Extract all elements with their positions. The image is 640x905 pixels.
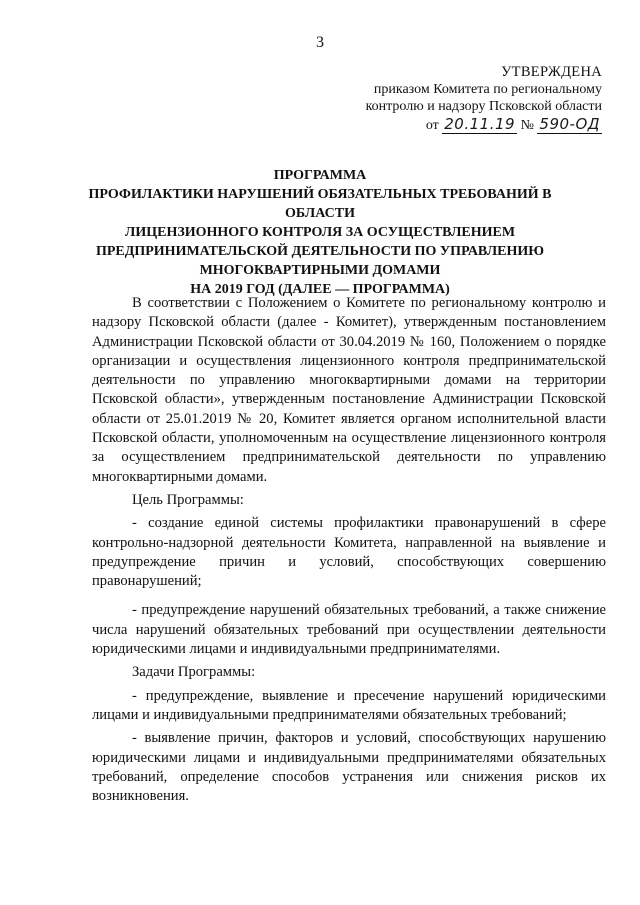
- approval-stamp: [366, 64, 602, 134]
- title-line-5: МНОГОКВАРТИРНЫМИ ДОМАМИ: [199, 263, 441, 278]
- intro-paragraph: В соответствии с Положением о Комитете по региональному контролю и надзору Псковской области (далее - Комитет), утвержденным постановлением Администрации Псковской области от 30.04.2019 № 160, Положением о порядке организации и осуществления лицензионного контроля предпринимательской деятельности по управлению многоквартирными домами на территории Псковской области», утвержденным постановление Администрации Псковской области от 25.01.2019 № 20, Комитет является органом исполнительной власти Псковской области, уполномоченным на осуществление лицензионного контроля за осуществлением предпринимательской деятельности по управлению многоквартирными домами.: [92, 295, 606, 485]
- approval-number-label: №: [520, 118, 534, 133]
- title-line-3: ЛИЦЕНЗИОННОГО КОНТРОЛЯ ЗА ОСУЩЕСТВЛЕНИЕМ: [124, 225, 516, 240]
- tasks-heading: Задачи Программы:: [132, 664, 256, 681]
- goal-heading: Цель Программы:: [132, 491, 244, 508]
- approval-heading: УТВЕРЖДЕНА: [501, 64, 602, 80]
- title-line-2: ПРОФИЛАКТИКИ НАРУШЕНИЙ ОБЯЗАТЕЛЬНЫХ ТРЕБОВАНИЙ В ОБЛАСТИ: [88, 187, 552, 221]
- document-title: [70, 166, 570, 299]
- title-line-6: НА 2019 ГОД (ДАЛЕЕ — ПРОГРАММА): [190, 282, 450, 297]
- task-item-1: - предупреждение, выявление и пресечение нарушений юридическими лицами и индивидуальными предпринимателями обязательных требований;: [92, 687, 606, 723]
- goal-item-1: - создание единой системы профилактики правонарушений в сфере контрольно-надзорной деятельности Комитета, направленной на выявление и предупреждение причин и условий, способствующих совершению правонарушений;: [92, 515, 606, 590]
- approval-date-prefix: от: [425, 118, 439, 133]
- title-line-4: ПРЕДПРИНИМАТЕЛЬСКОЙ ДЕЯТЕЛЬНОСТИ ПО УПРАВЛЕНИЮ: [95, 244, 545, 259]
- approval-date-line: [366, 116, 602, 134]
- approval-line-1: приказом Комитета по региональному: [373, 82, 602, 97]
- document-body: [92, 294, 606, 806]
- approval-line-2: контролю и надзору Псковской области: [365, 99, 602, 114]
- task-item-2: - выявление причин, факторов и условий, способствующих нарушению юридическими лицами и индивидуальными предпринимателями обязательных требований, определение способов устранения или снижения рисков их возникновения.: [92, 730, 606, 805]
- page-number: 3: [316, 34, 324, 51]
- approval-date: 20.11.19: [444, 115, 516, 133]
- goal-item-2: - предупреждение нарушений обязательных требований, а также снижение числа нарушений обязательных требований при осуществлении деятельности юридическими лицами и индивидуальными предпринимателями.: [92, 602, 606, 658]
- approval-number: 590-ОД: [539, 115, 600, 133]
- title-line-1: ПРОГРАММА: [273, 168, 367, 183]
